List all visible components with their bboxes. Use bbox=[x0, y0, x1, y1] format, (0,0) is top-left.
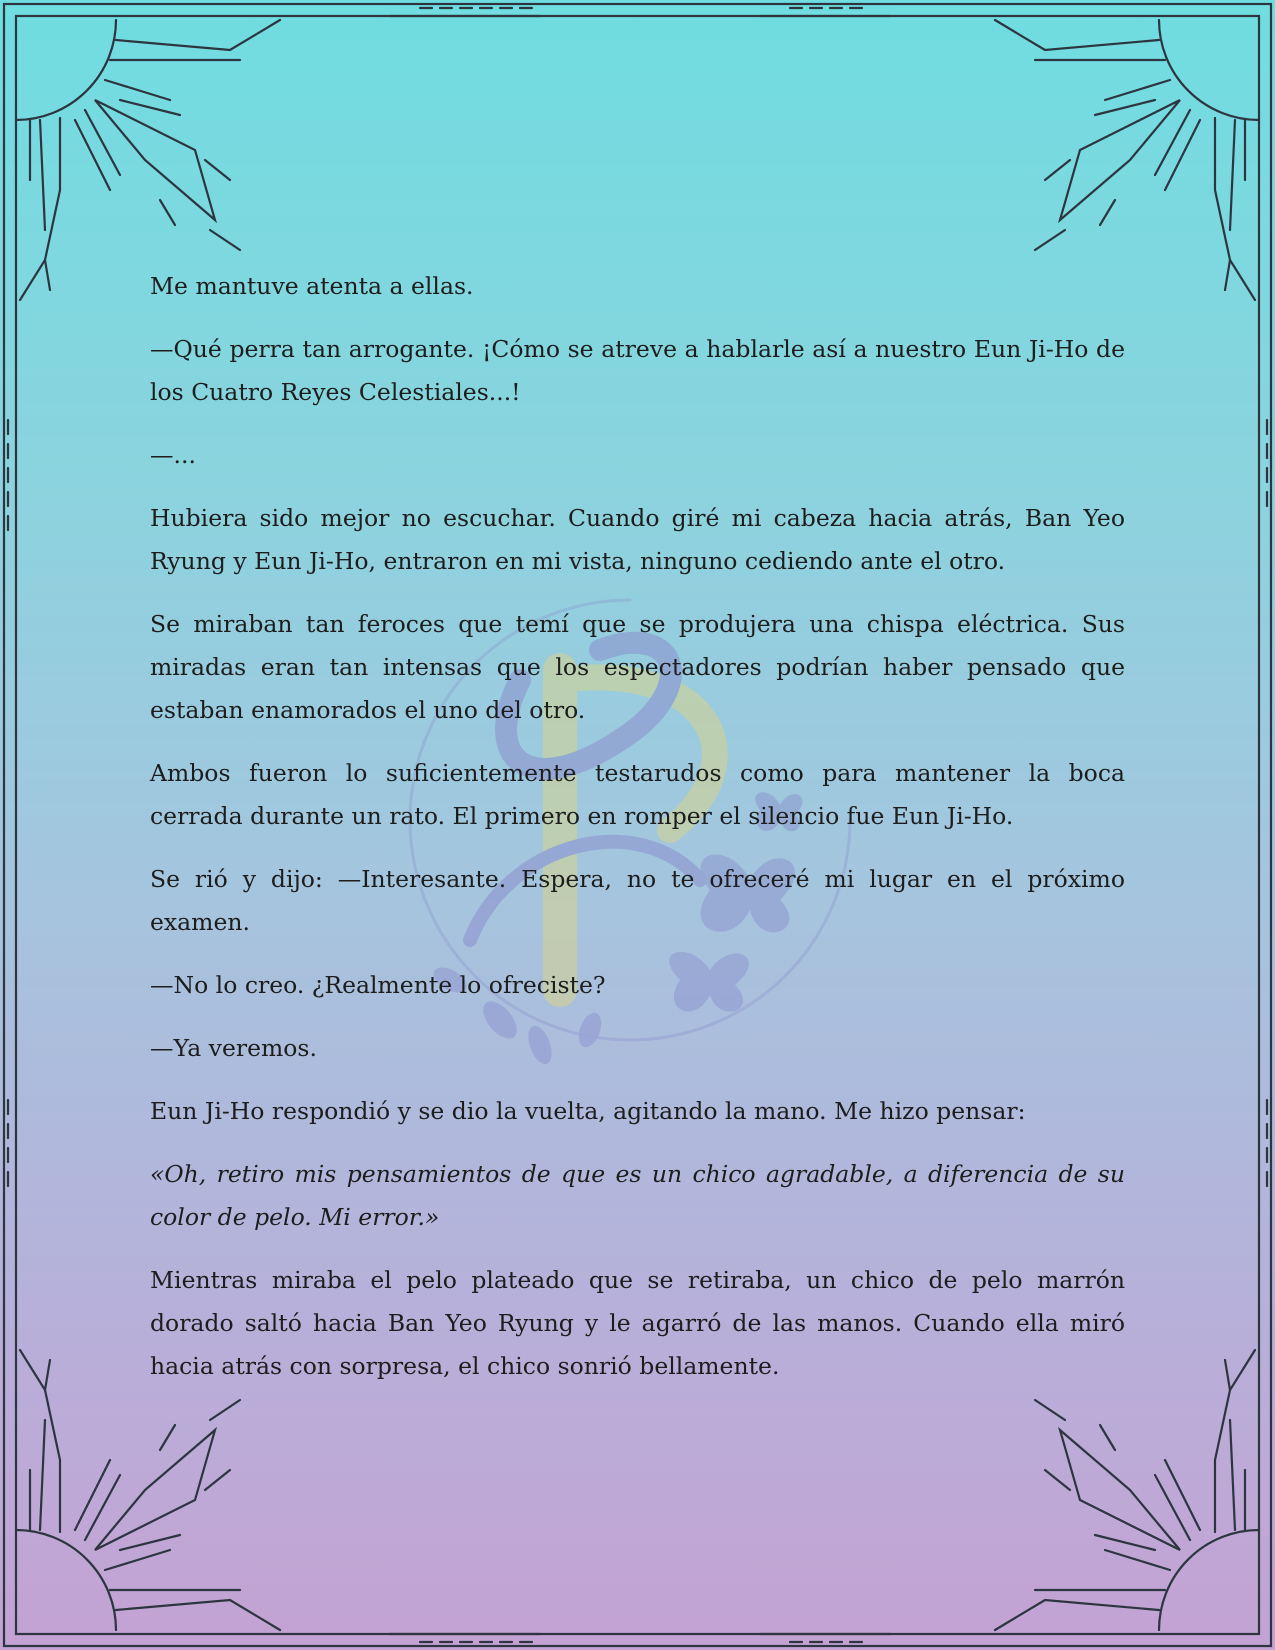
paragraph: Ambos fueron lo suficientemente testarudos como para mantener la boca cerrada durante un rato. El primero en romper el silencio fue Eun Ji-Ho. bbox=[150, 759, 1125, 830]
sun-corner-top-right bbox=[995, 20, 1259, 300]
paragraph: Eun Ji-Ho respondió y se dio la vuelta, agitando la mano. Me hizo pensar: bbox=[150, 1097, 1026, 1125]
paragraph: Mientras miraba el pelo plateado que se retiraba, un chico de pelo marrón dorado saltó hacia Ban Yeo Ryung y le agarró de las manos. Cuando ella miró hacia atrás con sorpresa, el chico sonrió bellamente. bbox=[150, 1266, 1125, 1380]
paragraph: —Ya veremos. bbox=[150, 1034, 317, 1062]
paragraph: Se miraban tan feroces que temí que se produjera una chispa eléctrica. Sus miradas eran tan intensas que los espectadores podrían haber pensado que estaban enamorados el uno del otro. bbox=[150, 610, 1125, 724]
paragraph: —... bbox=[150, 441, 196, 469]
paragraph: «Oh, retiro mis pensamientos de que es un chico agradable, a diferencia de su color de pelo. Mi error.» bbox=[150, 1160, 1125, 1231]
paragraph: —Qué perra tan arrogante. ¡Cómo se atreve a hablarle así a nuestro Eun Ji-Ho de los Cuatro Reyes Celestiales...! bbox=[150, 335, 1125, 406]
sun-corner-top-left bbox=[16, 20, 280, 300]
paragraph: —No lo creo. ¿Realmente lo ofreciste? bbox=[150, 971, 606, 999]
paragraph: Se rió y dijo: —Interesante. Espera, no te ofreceré mi lugar en el próximo examen. bbox=[150, 865, 1125, 936]
paragraph: Hubiera sido mejor no escuchar. Cuando giré mi cabeza hacia atrás, Ban Yeo Ryung y Eun Ji-Ho, entraron en mi vista, ninguno cediendo ante el otro. bbox=[150, 504, 1125, 575]
document-body bbox=[150, 265, 1125, 1408]
paragraph: Me mantuve atenta a ellas. bbox=[150, 272, 474, 300]
